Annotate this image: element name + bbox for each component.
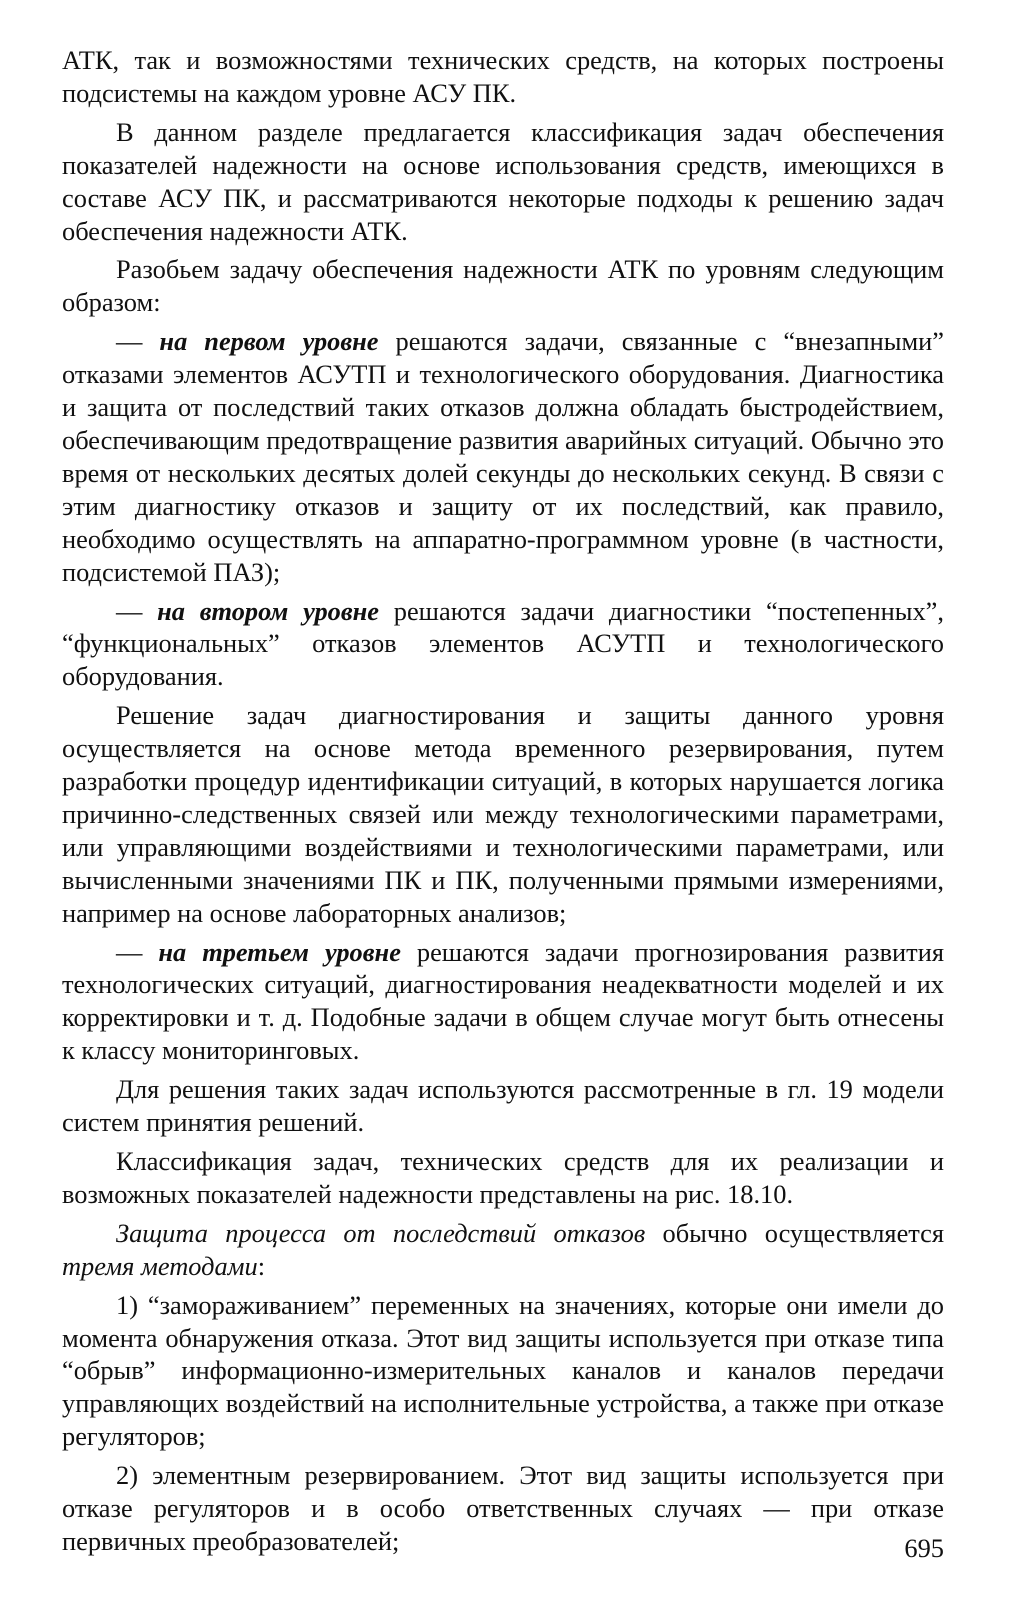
level-three-text: решаются задачи прогнозирования развития технологических ситуаций, диагностирования неадекватности моделей и их корректировки и т. д. Подобные задачи в общем случае могут быть отнесены к классу мониторинговых. xyxy=(62,936,944,1066)
paragraph-method-two: 2) элементным резервированием. Этот вид защиты используется при отказе регуляторов и в особо ответственных случаях — при отказе первичных преобразователей; xyxy=(62,1460,944,1556)
paragraph-method-one: 1) “замораживанием” переменных на значениях, которые они имели до момента обнаружения отказа. Этот вид защиты используется при отказе типа “обрыв” информационно-измерительных каналов и каналов передачи управляющих воздействий на исполнительные устройства, а также при отказе регуляторов; xyxy=(62,1289,944,1452)
page-number: 695 xyxy=(904,1533,944,1563)
paragraph-level-three xyxy=(62,936,944,1068)
paragraph-level-two-solution: Решение задач диагностирования и защиты данного уровня осуществляется на основе метода временного резервирования, путем разработки процедур идентификации ситуаций, в которых нарушается логика причинно-следственных связей или между технологическими параметрами, или управляющими воздействиями и технологическими параметрами, или вычисленными значениями ПК и ПК, полученными прямыми измерениями, например на основе лабораторных анализов; xyxy=(62,700,944,928)
dash: — xyxy=(116,326,160,357)
level-one-term: на первом уровне xyxy=(159,326,379,357)
protection-text: обычно осуществляется xyxy=(645,1217,944,1248)
paragraph-protection-methods xyxy=(62,1217,944,1283)
level-two-text: решаются задачи диагностики “постепенных”, “функциональных” отказов элементов АСУТП и технологического оборудования. xyxy=(62,595,944,692)
level-one-text: решаются задачи, связанные с “внезапными” отказами элементов АСУТП и технологического оборудования. Диагностика и защита от последствий таких отказов должна обладать быстродействием, обеспечивающим предотвращение развития аварийных ситуаций. Обычно это время от нескольких десятых долей секунды до нескольких секунд. В связи с этим диагностику отказов и защиту от их последствий, как правило, необходимо осуществлять на аппаратно-программном уровне (в частности, подсистемой ПАЗ); xyxy=(62,326,944,587)
paragraph-level-two xyxy=(62,595,944,694)
methods-term: тремя методами xyxy=(62,1250,258,1281)
dash: — xyxy=(116,936,159,967)
paragraph-continuation: АТК, так и возможностями технических средств, на которых построены подсистемы на каждом уровне АСУ ПК. xyxy=(62,45,944,108)
paragraph-classification-figure-ref: Классификация задач, технических средств для их реализации и возможных показателей надежности представлены на рис. 18.10. xyxy=(62,1146,944,1209)
level-three-term: на третьем уровне xyxy=(158,936,401,967)
level-two-term: на втором уровне xyxy=(157,595,380,626)
dash: — xyxy=(116,595,158,626)
paragraph-level-one xyxy=(62,325,944,588)
protection-term: Защита процесса от последствий отказов xyxy=(116,1217,646,1248)
protection-colon: : xyxy=(257,1250,266,1281)
paragraph-decision-models: Для решения таких задач используются рассмотренные в гл. 19 модели систем принятия решений. xyxy=(62,1074,944,1138)
document-page xyxy=(62,44,944,1558)
paragraph-levels-intro: Разобьем задачу обеспечения надежности АТК по уровням следующим образом: xyxy=(62,254,944,318)
paragraph-intro: В данном разделе предлагается классификация задач обеспечения показателей надежности на основе использования средств, имеющихся в составе АСУ ПК, и рассматриваются некоторые подходы к решению задач обеспечения надежности АТК. xyxy=(62,116,944,246)
